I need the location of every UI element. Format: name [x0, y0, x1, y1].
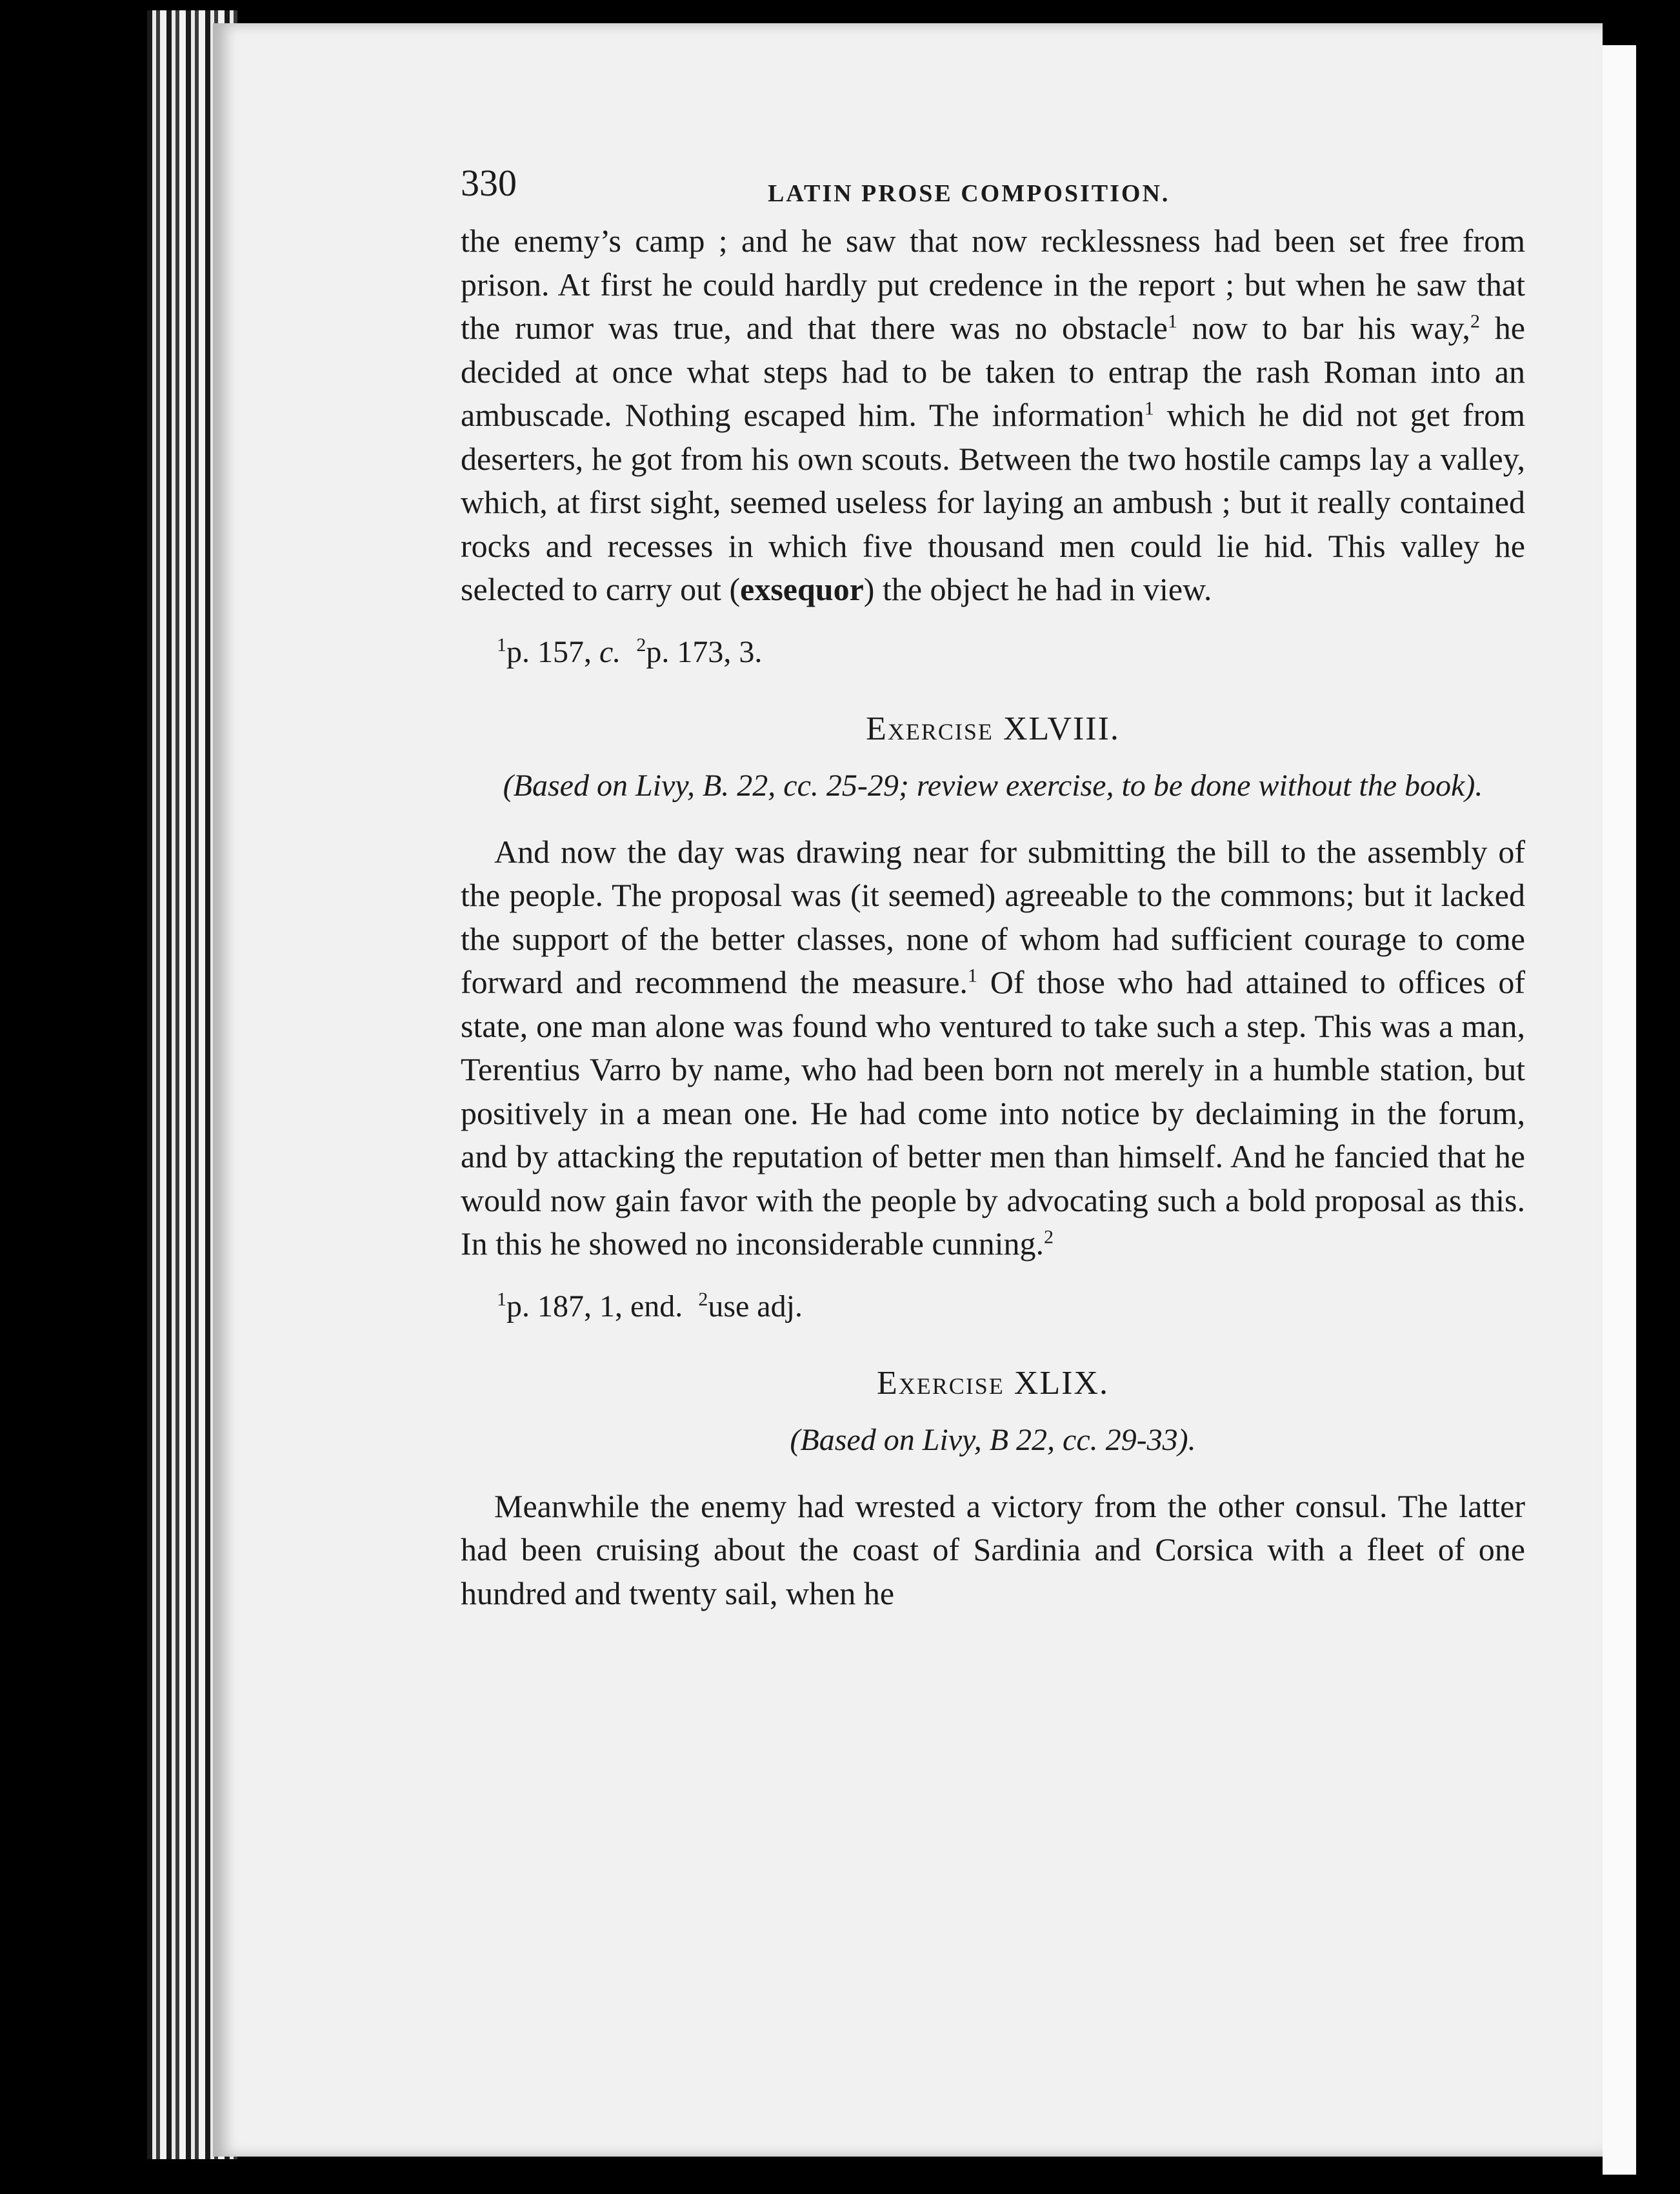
- exercise-49-heading: Exercise XLIX.: [877, 1364, 1109, 1402]
- exercise-48-heading: Exercise XLVIII.: [866, 710, 1120, 747]
- footnotes-exercise-48: $^1$p. 187, 1, end. $^2$use adj.: [497, 1288, 803, 1323]
- facing-page-edge: [1603, 45, 1636, 2175]
- running-head: [461, 161, 1525, 219]
- continuation-paragraph: the enemy’s camp ; and he saw that now recklessness had been set free from prison. At first he could hardly put credence in the report ; but when he saw that the rumor was true, and that there was no obstacle$^1$ now to bar his way,$^2$ he decided at once what steps had to be taken to entrap the rash Roman into an ambuscade. Nothing escaped him. The information$^1$ which he did not get from deserters, he got from his own scouts. Between the two hostile camps lay a valley, which, at first sight, seemed useless for laying an ambush ; but it really contained rocks and recesses in which five thousand men could lie hid. This valley he selected to carry out (exsequor) the object he had in view.: [461, 223, 1526, 607]
- page-content: [461, 161, 1525, 1615]
- page-number: 330: [461, 162, 517, 204]
- running-title: LATIN PROSE COMPOSITION.: [768, 180, 1170, 207]
- exercise-49-paragraph: Meanwhile the enemy had wrested a victory from the other consul. The latter had been cruising about the coast of Sardinia and Corsica with a fleet of one hundred and twenty sail, when he: [461, 1487, 1525, 1611]
- exercise-48-subtitle: (Based on Livy, B. 22, cc. 25-29; review exercise, to be done without the book).: [503, 768, 1483, 803]
- exercise-48-paragraph: And now the day was drawing near for submitting the bill to the assembly of the people. The proposal was (it seemed) agreeable to the commons; but it lacked the support of the better classes, none of whom had sufficient courage to come forward and recommend the measure.$^1$ Of those who had attained to offices of state, one man alone was found who ventured to take such a step. This was a man, Terentius Varro by name, who had been born not merely in a humble station, but positively in a mean one. He had come into notice by declaiming in the forum, and by attacking the reputation of better men than himself. And he fancied that he would now gain favor with the people by advocating such a bold proposal as this. In this he showed no inconsiderable cunning.$^2$: [461, 833, 1525, 1262]
- exercise-49-subtitle: (Based on Livy, B 22, cc. 29-33).: [790, 1422, 1196, 1457]
- latin-term: exsequor: [740, 571, 864, 607]
- footnotes-continuation: $^1$p. 157, c. $^2$p. 173, 3.: [497, 634, 763, 669]
